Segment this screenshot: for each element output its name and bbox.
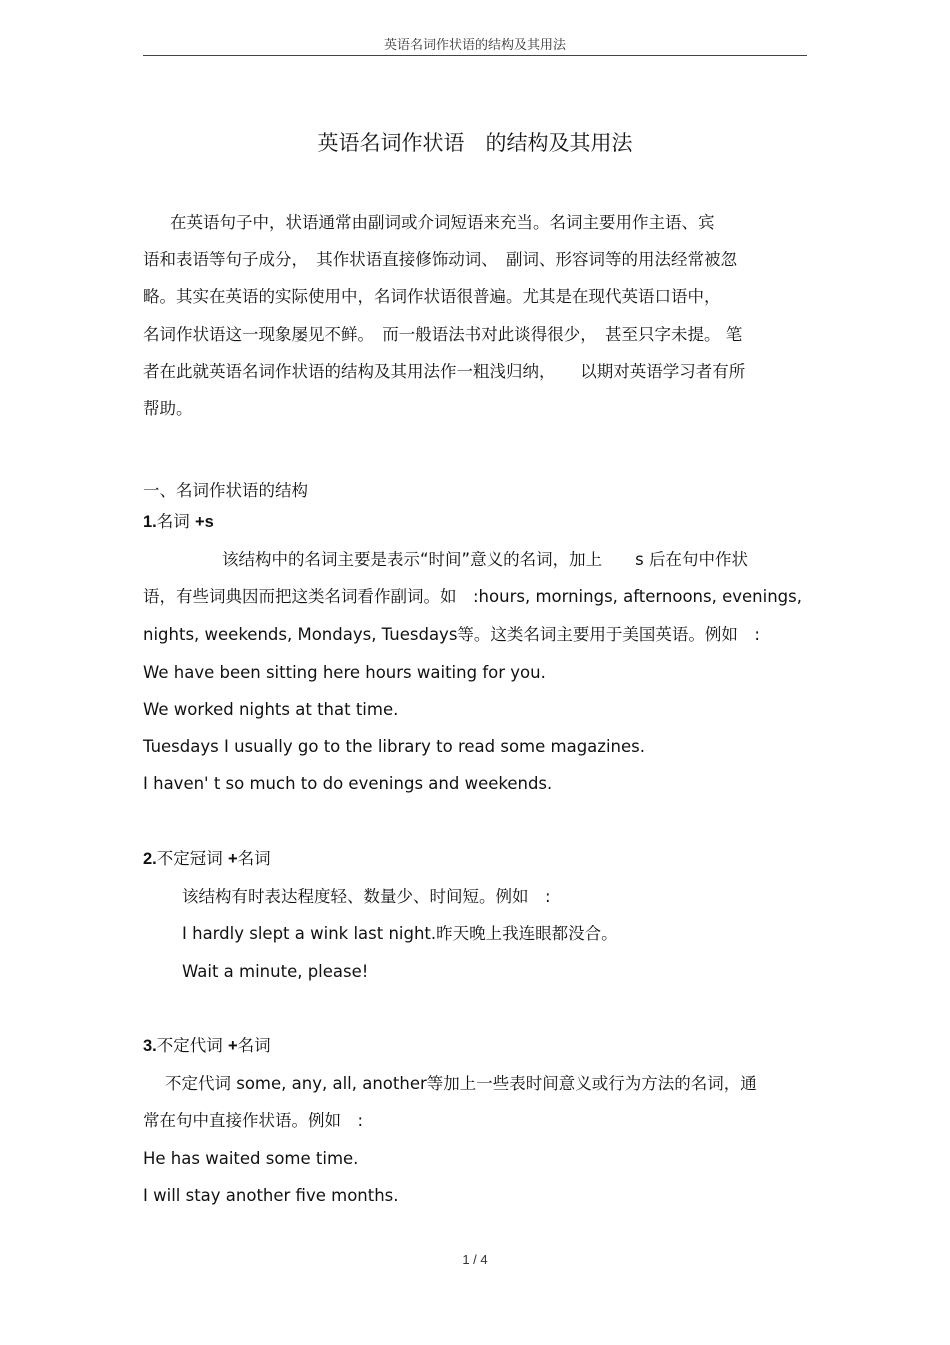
sub2-desc: 该结构有时表达程度轻、数量少、时间短。例如 :	[182, 887, 551, 906]
example-sentence: Wait a minute, please!	[182, 962, 369, 981]
sub1-desc-line-2: 语，有些词典因而把这类名词看作副词。如 :hours, mornings, afternoons, evenings,	[143, 587, 802, 606]
section-heading: 一、名词作状语的结构	[143, 481, 308, 500]
subheading-number: 1.	[143, 513, 157, 531]
intro-line-4: 名词作状语这一现象屡见不鲜。 而一般语法书对此谈得很少， 甚至只字未提。 笔	[143, 325, 743, 344]
subheading-label-post: 名词	[237, 849, 271, 868]
sub3-desc-line-1: 不定代词 some, any, all, another等加上一些表时间意义或行为方法的名词，通	[165, 1074, 757, 1093]
example-sentence: I will stay another five months.	[143, 1186, 399, 1205]
example-sentence: I haven' t so much to do evenings and weekends.	[143, 774, 553, 793]
subheading-3	[143, 1038, 271, 1055]
subheading-1	[143, 514, 214, 531]
subheading-number: 3.	[143, 1037, 157, 1055]
intro-line-2: 语和表语等句子成分， 其作状语直接修饰动词、 副词、形容词等的用法经常被忽	[143, 250, 737, 269]
example-sentence: He has waited some time.	[143, 1149, 359, 1168]
intro-line-5: 者在此就英语名词作状语的结构及其用法作一粗浅归纳， 以期对英语学习者有所	[143, 362, 746, 381]
subheading-label-post: 名词	[237, 1036, 271, 1055]
subheading-label: 不定代词	[156, 1036, 229, 1055]
subheading-label-bold: +s	[195, 513, 214, 531]
example-sentence: We worked nights at that time.	[143, 700, 399, 719]
intro-line-6: 帮助。	[143, 399, 193, 418]
example-sentence: We have been sitting here hours waiting for you.	[143, 663, 546, 682]
document-title: 英语名词作状语 的结构及其用法	[317, 131, 633, 155]
example-sentence: I hardly slept a wink last night.昨天晚上我连眼都没合。	[182, 924, 618, 943]
example-sentence: Tuesdays I usually go to the library to read some magazines.	[143, 737, 645, 756]
intro-line-3: 略。其实在英语的实际使用中，名词作状语很普遍。尤其是在现代英语口语中，	[143, 287, 721, 306]
sub3-desc-line-2: 常在句中直接作状语。例如 :	[143, 1111, 364, 1130]
intro-line-1: 在英语句子中，状语通常由副词或介词短语来充当。名词主要用作主语、宾	[170, 213, 715, 232]
subheading-2	[143, 851, 271, 868]
sub1-desc-line-3: nights, weekends, Mondays, Tuesdays等。这类名词主要用于美国英语。例如 :	[143, 625, 760, 644]
subheading-label: 不定冠词	[156, 849, 229, 868]
header-rule	[143, 55, 807, 56]
subheading-label-bold: +	[228, 1037, 238, 1055]
page-number: 1 / 4	[462, 1252, 488, 1267]
subheading-label-bold: +	[228, 850, 238, 868]
subheading-number: 2.	[143, 850, 157, 868]
sub1-desc-line-1: 该结构中的名词主要是表示“时间”意义的名词，加上 s 后在句中作状	[222, 550, 748, 569]
running-header: 英语名词作状语的结构及其用法	[383, 38, 566, 53]
subheading-label: 名词	[156, 512, 196, 531]
